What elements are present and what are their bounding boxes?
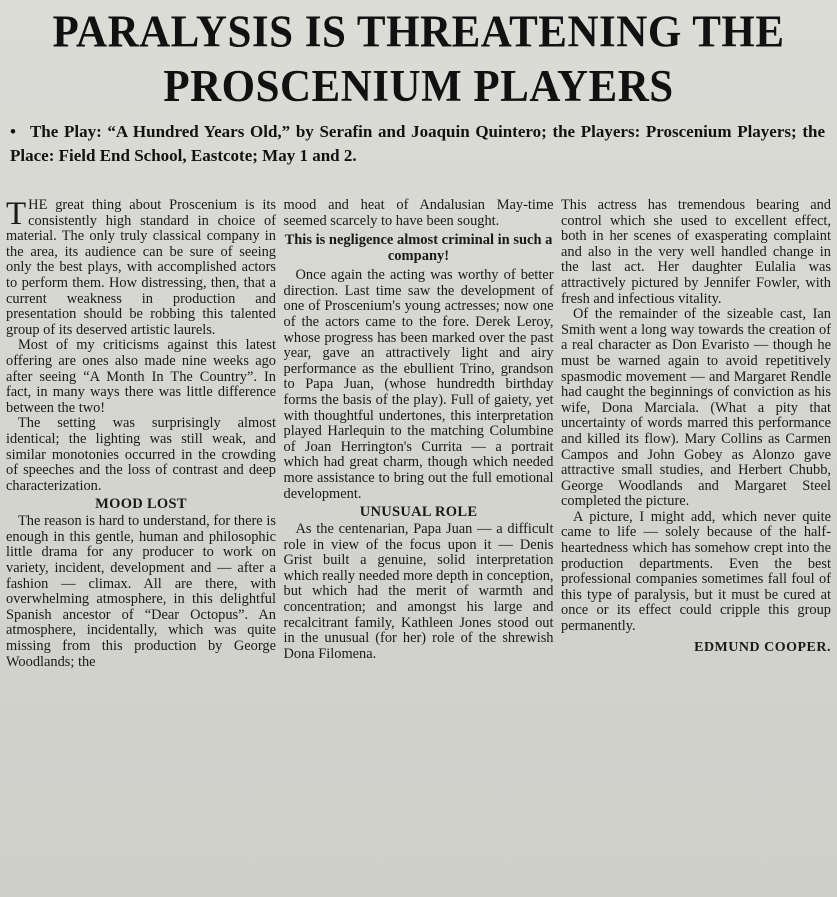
byline: EDMUND COOPER. [694, 639, 831, 655]
article-columns [6, 198, 831, 885]
paragraph: mood and heat of Andalusian May-time seemed scarcely to have been sought. [283, 198, 554, 229]
paragraph: Of the remainder of the sizeable cast, Ian Smith went a long way towards the creation of a real character as Don Evaristo — though he must be warned again to avoid repetitively spasmodic movement — and Margaret Rendle had caught the beginnings of conviction as his wife, Dona Marciala. (What a pity that uncertainty of words marred this performance and killed its flow). Mary Collins as Carmen Campos and John Gobey as Alonzo gave attractive small studies, and Herbert Chubb, George Woodlands and Margaret Steel completed the picture. [561, 306, 831, 510]
paragraph: As the centenarian, Papa Juan — a difficult role in view of the focus upon it — Denis Grist built a genuine, solid interpretation which really needed more depth in conception, but which had the merit of warmth and concentration; and amongst his large and recalcitrant family, Kathleen Jones stood out in the unusual (for her) role of the shrewish Dona Filomena. [283, 521, 554, 662]
paragraph: Once again the acting was worthy of better direction. Last time saw the development of one of Proscenium's young actresses; now one of the actors came to the fore. Derek Leroy, whose progress has been marked over the past year, gave an attractively light and airy performance as the ebullient Trino, grandson to Papa Juan, (whose hundredth birthday forms the basis of the play). Full of gaiety, yet with thoughtful undertones, this interpretation played Harlequin to the matching Columbine of Joan Herrington's Currita — a portrait which had great charm, though which needed more assistance to bring out the full emotional development. [283, 267, 554, 502]
headline: PARALYSIS IS THREATENING THE PROSCENIUM PLAYERS [52, 7, 785, 112]
column-1 [6, 198, 276, 885]
column-3 [561, 198, 831, 885]
standfirst-text: The Play: “A Hundred Years Old,” by Serafin and Joaquin Quintero; the Players: Proscenium Players; the Place: Field End School, Eastcote; May 1 and 2. [10, 122, 825, 165]
paragraph: This actress has tremendous bearing and control which she used to excellent effect, both in her scenes of exasperating complaint and also in the very well handled change in the last act. Her daughter Eulalia was attractively pictured by Jennifer Fowler, with fresh and infectious vitality. [561, 198, 831, 307]
column-2 [284, 198, 554, 885]
paragraph-text: HE great thing about Proscenium is its consistently high standard in choice of material. The only truly classical company in the area, its audience can be sure of seeing only the best plays, with accomplished actors to perform them. How distressing, then, that a current weakness in production and presentation should be robbing this talented group of its deserved artistic laurels. [6, 198, 276, 338]
drop-cap: T [6, 198, 27, 232]
standfirst [10, 120, 825, 168]
pull-quote: This is negligence almost criminal in such a company! [284, 232, 553, 265]
subheading: UNUSUAL ROLE [359, 504, 478, 521]
paragraph [6, 198, 276, 338]
paragraph: The setting was surprisingly almost identical; the lighting was still weak, and similar monotonies occurred in the crowding of speeches and the loss of contrast and deep characterization. [6, 415, 276, 494]
subheading: MOOD LOST [95, 496, 187, 513]
paragraph: The reason is hard to understand, for there is enough in this gentle, human and philosophic little drama for any producer to work on variety, incident, development and — after a fashion — climax. All are there, with overwhelming atmosphere, in this delightful Spanish ancestor of “Dear Octopus”. An atmosphere, incidentally, which was quite missing from this production by George Woodlands; the [6, 513, 276, 670]
paragraph: A picture, I might add, which never quite came to life — solely because of the half-heartedness which has somehow crept into the production departments. Even the best professional companies sometimes fall foul of this type of paralysis, but it must be cured at once or its effect could cripple this group permanently. [561, 508, 831, 635]
paragraph: Most of my criticisms against this latest offering are ones also made nine weeks ago after seeing “A Month In The Country”. In fact, in many ways there was little difference between the two! [6, 337, 276, 416]
bullet-mark: • [10, 122, 16, 141]
